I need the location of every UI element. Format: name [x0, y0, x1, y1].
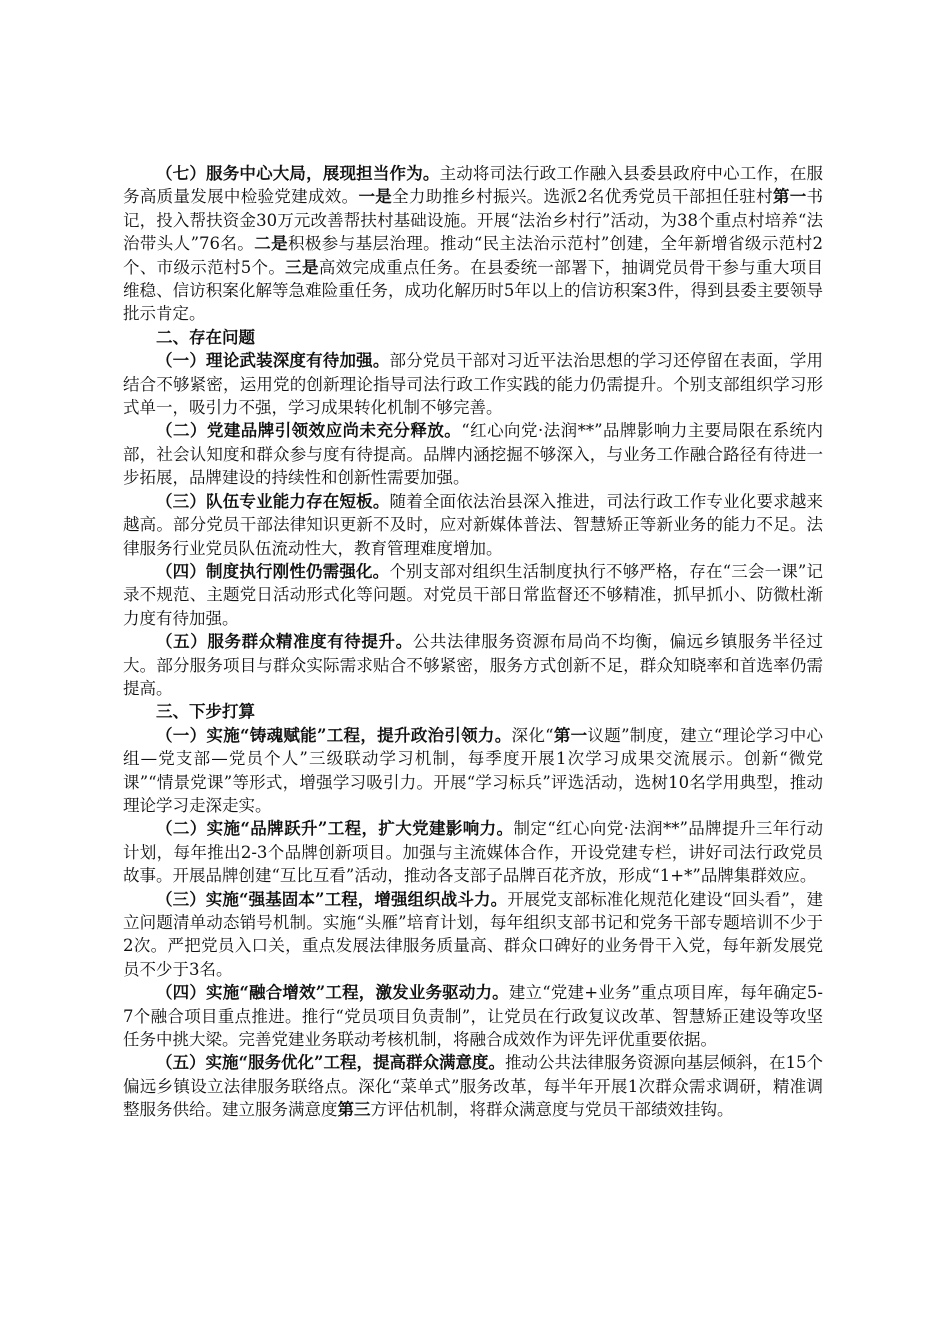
paragraph-text: 建立“党建+业务”重点项目库，每年确定5-7个融合项目重点推进。推行“党员项目负责制”，让党员在行政复议改革、智慧矫正建设等攻坚任务中挑大梁。完善党建业务联动考核机制，将融合成效作为评先评优重要依据。 — [123, 983, 823, 1050]
document-page — [123, 162, 823, 1122]
paragraph-text: 全力助推乡村振兴。选派2名优秀党员干部担任驻村 — [392, 187, 773, 207]
paragraph-text: 个别支部对组织生活制度执行不够严格，存在“三会一课”记录不规范、主题党日活动形式化等问题。对党员干部日常监督还不够精准，抓早抓小、防微杜渐力度有待加强。 — [123, 561, 824, 628]
section-heading-problems: 二、存在问题 — [156, 327, 255, 347]
paragraph-lead: （一）理论武装深度有待加强。 — [156, 351, 390, 371]
paragraph-text: 主动将司法行政工作融入县委县政府中心工作，在服务高质量发展中检验党建成效。 — [123, 164, 824, 207]
emphasis-text: 第一 — [553, 725, 588, 745]
paragraph-plan-4 — [123, 981, 823, 1051]
paragraph-problem-2 — [123, 419, 823, 489]
paragraph-problem-4 — [123, 560, 823, 630]
emphasis-text: 一是 — [358, 187, 393, 207]
paragraph-text: 制定“红心向党·法润**”品牌提升三年行动计划，每年推出2-3个品牌创新项目。加强与主流媒体合作，开设党建专栏，讲好司法行政党员故事。开展品牌创建“互比互看”活动，推动各支部子品牌百花齐放，形成“1+*”品牌集群效应。 — [123, 819, 823, 886]
paragraph-lead: （四）实施“融合增效”工程，激发业务驱动力。 — [156, 983, 509, 1003]
paragraph-text: 推动公共法律服务资源向基层倾斜，在15个偏远乡镇设立法律服务联络点。深化“菜单式”服务改革，每半年开展1次群众需求调研，精准调整服务供给。建立服务满意度 — [123, 1053, 824, 1120]
paragraph-plan-3 — [123, 888, 823, 982]
paragraph-plan-2 — [123, 817, 823, 887]
paragraph-lead: （一）实施“铸魂赋能”工程，提升政治引领力。 — [156, 725, 512, 745]
paragraph-lead: （三）实施“强基固本”工程，增强组织战斗力。 — [156, 889, 508, 909]
paragraph-text: 部分党员干部对习近平法治思想的学习还停留在表面，学用结合不够紧密，运用党的创新理论指导司法行政工作实践的能力仍需提升。个别支部组织学习形式单一，吸引力不强，学习成果转化机制不够完善。 — [123, 351, 824, 418]
paragraph-text: 随着全面依法治县深入推进，司法行政工作专业化要求越来越高。部分党员干部法律知识更新不及时，应对新媒体普法、智慧矫正等新业务的能力不足。法律服务行业党员队伍流动性大，教育管理难度增加。 — [123, 491, 824, 558]
paragraph-plan-5 — [123, 1051, 823, 1121]
paragraph-lead: （四）制度执行刚性仍需强化。 — [156, 561, 390, 581]
section-heading-next-steps: 三、下步打算 — [156, 702, 255, 722]
paragraph-text: 书记，投入帮扶资金30万元改善帮扶村基础设施。开展“法治乡村行”活动，为38个重点村培养“法治带头人”76名。 — [123, 187, 824, 254]
emphasis-text: 三是 — [285, 257, 319, 277]
paragraph-text: 议题”制度，建立“理论学习中心组—党支部—党员个人”三级联动学习机制，每季度开展1次学习成果交流展示。创新“微党课”“情景党课”等形式，增强学习吸引力。开展“学习标兵”评选活动，选树10名学用典型，推动理论学习走深走实。 — [123, 725, 824, 815]
paragraph-text: “红心向党·法润**”品牌影响力主要局限在系统内部，社会认知度和群众参与度有待提高。品牌内涵挖掘不够深入，与业务工作融合路径有待进一步拓展，品牌建设的持续性和创新性需要加强。 — [123, 421, 823, 488]
paragraph-lead: （七）服务中心大局，展现担当作为。 — [156, 164, 440, 183]
paragraph-lead: （五）服务群众精准度有待提升。 — [156, 632, 413, 652]
paragraph-lead: （五）实施“服务优化”工程，提高群众满意度。 — [156, 1053, 505, 1073]
emphasis-text: 二是 — [254, 234, 288, 254]
emphasis-text: 第一 — [772, 187, 807, 207]
paragraph-lead: （三）队伍专业能力存在短板。 — [156, 491, 390, 511]
paragraph-problem-3 — [123, 490, 823, 560]
paragraph-text: 深化“ — [511, 725, 554, 745]
paragraph-text: 积极参与基层治理。推动“民主法治示范村”创建，全年新增省级示范村2个、市级示范村5个。 — [123, 234, 824, 277]
emphasis-text: 第三 — [337, 1100, 371, 1120]
paragraph-lead: （二）党建品牌引领效应尚未充分释放。 — [156, 421, 462, 441]
paragraph-text: 高效完成重点任务。在县委统一部署下，抽调党员骨干参与重大项目维稳、信访积案化解等急难险重任务，成功化解历时5年以上的信访积案3件，得到县委主要领导批示肯定。 — [123, 257, 824, 324]
paragraph-text: 开展党支部标准化规范化建设“回头看”，建立问题清单动态销号机制。实施“头雁”培育计划，每年组织支部书记和党务干部专题培训不少于2次。严把党员入口关，重点发展法律服务质量高、群众口碑好的业务骨干入党，每年新发展党员不少于3名。 — [123, 889, 823, 979]
paragraph-problem-5 — [123, 630, 823, 700]
paragraph-text: 方评估机制，将群众满意度与党员干部绩效挂钩。 — [370, 1100, 734, 1120]
paragraph-lead: （二）实施“品牌跃升”工程，扩大党建影响力。 — [156, 819, 514, 839]
paragraph-plan-1 — [123, 724, 823, 818]
paragraph-serve-overall-situation — [123, 162, 823, 326]
paragraph-problem-1 — [123, 349, 823, 419]
paragraph-text: 公共法律服务资源布局尚不均衡，偏远乡镇服务半径过大。部分服务项目与群众实际需求贴合不够紧密，服务方式创新不足，群众知晓率和首选率仍需提高。 — [123, 632, 824, 698]
